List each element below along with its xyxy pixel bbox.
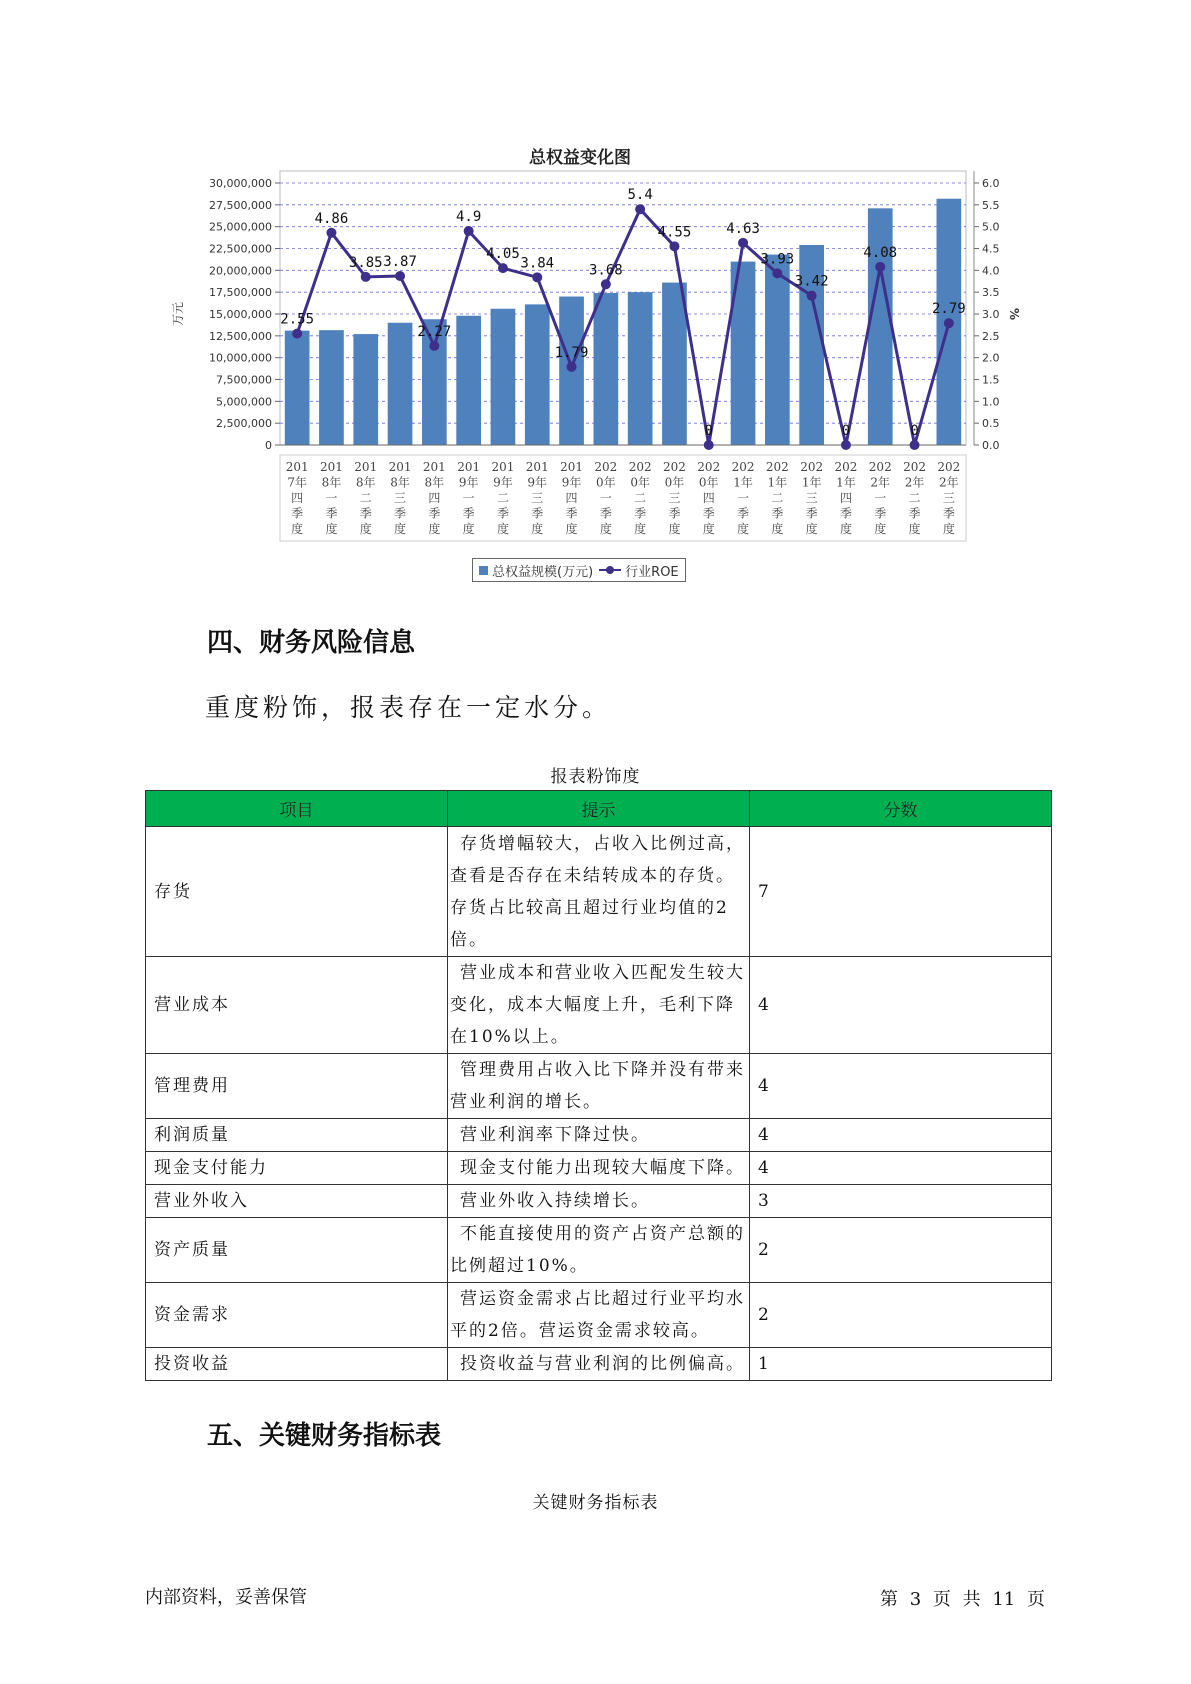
roe-data-label: 4.08	[863, 244, 898, 261]
row-hint: 现金支付能力出现较大幅度下降。	[448, 1152, 750, 1185]
bar	[456, 316, 481, 445]
x-tick-label: 201 9年四季度	[560, 460, 584, 536]
y-tick-label-left: 27,500,000	[209, 198, 272, 212]
legend-item-line	[599, 561, 678, 580]
roe-data-label: 2.27	[417, 323, 452, 340]
footer-page-number: 第 3 页 共 11 页	[880, 1589, 1045, 1610]
y-tick-label-right: 0.0	[982, 439, 1000, 452]
y-tick-label-left: 25,000,000	[209, 220, 272, 234]
legend-bar-label: 总权益规模(万元)	[492, 564, 594, 580]
row-score: 4	[750, 1054, 1052, 1119]
x-tick-label: 201 8年一季度	[319, 460, 343, 536]
x-tick-label: 202 1年四季度	[834, 460, 858, 536]
y-axis-title-left: 万元	[171, 301, 185, 327]
row-score: 1	[750, 1348, 1052, 1381]
y-tick-label-left: 17,500,000	[209, 286, 272, 300]
row-hint: 存货增幅较大，占收入比例过高，查看是否存在未结转成本的存货。存货占比较高且超过行业均值的2倍。	[448, 827, 750, 957]
y-axis-title-right: %	[1007, 307, 1021, 321]
y-tick-label-right: 2.0	[982, 351, 1000, 365]
footer-confidential: 内部资料，妥善保管	[145, 1587, 307, 1608]
x-label-frame	[280, 455, 966, 541]
x-tick-label: 202 2年二季度	[903, 460, 927, 536]
roe-point	[498, 263, 508, 273]
roe-point	[567, 362, 577, 372]
roe-point	[326, 228, 336, 238]
x-tick-label: 202 0年一季度	[594, 460, 618, 536]
table-row	[146, 1054, 1052, 1119]
roe-data-label: 0	[910, 423, 919, 439]
roe-point	[669, 241, 679, 251]
section-5-heading: 五、关键财务指标表	[207, 1421, 442, 1451]
x-tick-label: 202 1年三季度	[800, 460, 824, 536]
row-score: 2	[750, 1218, 1052, 1283]
roe-point	[738, 238, 748, 248]
equity-chart-svg	[160, 135, 1021, 555]
x-tick-label: 201 9年一季度	[457, 460, 481, 536]
y-tick-label-right: 1.0	[982, 395, 1000, 409]
bar	[388, 323, 413, 445]
roe-data-label: 0	[841, 423, 851, 439]
legend-bar-swatch	[479, 566, 488, 575]
row-hint: 不能直接使用的资产占资产总额的比例超过10%。	[448, 1218, 750, 1283]
roe-data-label: 3.68	[588, 262, 623, 279]
row-hint: 营运资金需求占比超过行业平均水平的2倍。营运资金需求较高。	[448, 1283, 750, 1348]
row-score: 4	[750, 957, 1052, 1054]
chart-title: 总权益变化图	[529, 148, 631, 168]
row-hint: 投资收益与营业利润的比例偏高。	[448, 1348, 750, 1381]
roe-data-label: 3.93	[760, 251, 795, 268]
roe-point	[429, 341, 439, 351]
x-tick-label: 202 1年一季度	[731, 460, 755, 536]
row-score: 7	[750, 827, 1052, 957]
row-item: 现金支付能力	[146, 1152, 448, 1185]
roe-data-label: 0	[704, 423, 713, 439]
risk-summary: 重度粉饰，报表存在一定水分。	[205, 693, 612, 722]
y-tick-label-left: 7,500,000	[216, 373, 272, 387]
roe-point	[772, 268, 782, 278]
row-score: 4	[750, 1119, 1052, 1152]
equity-chart	[160, 135, 1021, 595]
bar	[525, 304, 550, 445]
section-4-heading: 四、财务风险信息	[207, 628, 416, 658]
bar	[628, 292, 653, 445]
roe-data-label: 2.55	[280, 311, 315, 328]
plot-frame	[280, 171, 966, 445]
x-tick-label: 202 0年四季度	[697, 460, 721, 536]
roe-point	[807, 291, 817, 301]
roe-data-label: 3.42	[794, 273, 829, 290]
risk-table	[145, 790, 1052, 1381]
y-tick-label-left: 10,000,000	[209, 351, 272, 365]
table-row	[146, 1152, 1052, 1185]
row-item: 营业成本	[146, 957, 448, 1054]
y-tick-label-right: 5.5	[982, 198, 1000, 212]
roe-data-label: 1.79	[554, 344, 589, 361]
y-tick-label-left: 0	[265, 439, 272, 452]
bar	[353, 334, 378, 445]
roe-point	[841, 440, 851, 450]
legend-item-bar	[479, 561, 593, 580]
roe-data-label: 4.05	[486, 246, 520, 263]
x-tick-label: 201 9年三季度	[525, 460, 549, 536]
roe-point	[704, 440, 714, 450]
risk-table-header	[146, 791, 1052, 827]
roe-data-label: 4.55	[657, 224, 692, 241]
roe-point	[910, 440, 920, 450]
x-tick-label: 201 8年二季度	[354, 460, 378, 536]
y-tick-label-left: 20,000,000	[209, 264, 272, 278]
x-tick-label: 201 8年三季度	[388, 460, 412, 536]
bar	[594, 293, 619, 445]
row-score: 4	[750, 1152, 1052, 1185]
y-tick-label-right: 0.5	[982, 417, 1000, 431]
y-tick-label-right: 3.5	[982, 286, 1000, 300]
roe-point	[395, 271, 405, 281]
roe-data-label: 3.87	[383, 254, 417, 271]
row-score: 3	[750, 1185, 1052, 1218]
roe-data-label: 5.4	[627, 187, 653, 204]
roe-point	[361, 272, 371, 282]
x-tick-label: 201 8年四季度	[422, 460, 446, 536]
row-item: 营业外收入	[146, 1185, 448, 1218]
bar	[868, 208, 893, 445]
roe-data-label: 4.9	[456, 209, 482, 226]
table-row	[146, 1348, 1052, 1381]
bar	[285, 331, 310, 445]
x-tick-label: 202 0年二季度	[628, 460, 652, 536]
y-tick-label-right: 3.0	[982, 308, 1000, 321]
table-row	[146, 957, 1052, 1054]
table-row	[146, 827, 1052, 957]
row-item: 利润质量	[146, 1119, 448, 1152]
table-row	[146, 1218, 1052, 1283]
roe-point	[532, 272, 542, 282]
roe-point	[292, 329, 302, 339]
y-tick-label-right: 1.5	[982, 373, 1000, 387]
x-tick-label: 201 9年二季度	[491, 460, 515, 536]
header-item: 项目	[146, 791, 448, 827]
roe-data-label: 3.84	[520, 255, 555, 272]
row-item: 存货	[146, 827, 448, 957]
y-tick-label-left: 22,500,000	[209, 242, 272, 256]
x-tick-label: 201 7年四季度	[285, 460, 309, 536]
legend-line-label: 行业ROE	[625, 564, 679, 580]
row-hint: 营业成本和营业收入匹配发生较大变化，成本大幅度上升，毛利下降在10%以上。	[448, 957, 750, 1054]
roe-point	[635, 204, 645, 214]
roe-data-label: 4.63	[726, 220, 760, 237]
row-score: 2	[750, 1283, 1052, 1348]
table-row	[146, 1283, 1052, 1348]
y-tick-label-left: 30,000,000	[209, 177, 272, 190]
row-item: 资产质量	[146, 1218, 448, 1283]
risk-table-caption: 报表粉饰度	[550, 767, 641, 787]
roe-data-label: 3.85	[348, 254, 383, 271]
y-tick-label-right: 6.0	[982, 177, 1000, 190]
x-tick-label: 202 2年三季度	[937, 460, 961, 536]
risk-table-body	[146, 827, 1052, 1381]
roe-data-label: 2.79	[931, 301, 966, 318]
y-tick-label-right: 2.5	[982, 329, 1000, 343]
y-tick-label-right: 4.5	[982, 242, 1000, 256]
x-tick-label: 202 2年一季度	[868, 460, 892, 536]
x-tick-label: 202 0年三季度	[662, 460, 686, 536]
roe-data-label: 4.86	[314, 210, 349, 227]
chart-legend	[472, 558, 686, 582]
roe-point	[944, 318, 954, 328]
row-item: 投资收益	[146, 1348, 448, 1381]
row-hint: 管理费用占收入比下降并没有带来营业利润的增长。	[448, 1054, 750, 1119]
y-tick-label-left: 5,000,000	[216, 395, 272, 409]
row-hint: 营业外收入持续增长。	[448, 1185, 750, 1218]
roe-point	[601, 279, 611, 289]
roe-point	[464, 226, 474, 236]
header-score: 分数	[750, 791, 1052, 827]
bar	[491, 309, 516, 445]
y-tick-label-left: 12,500,000	[209, 329, 272, 343]
roe-point	[875, 262, 885, 272]
header-hint: 提示	[448, 791, 750, 827]
legend-line-swatch	[599, 565, 621, 575]
table-row	[146, 1185, 1052, 1218]
y-tick-label-left: 2,500,000	[216, 417, 272, 431]
bar	[765, 255, 790, 445]
y-tick-label-right: 5.0	[982, 220, 1000, 234]
x-tick-label: 202 1年二季度	[765, 460, 789, 536]
y-tick-label-left: 15,000,000	[209, 308, 272, 321]
bar	[662, 283, 687, 445]
row-item: 管理费用	[146, 1054, 448, 1119]
bar	[319, 330, 344, 445]
row-hint: 营业利润率下降过快。	[448, 1119, 750, 1152]
table-row	[146, 1119, 1052, 1152]
indicator-table-caption: 关键财务指标表	[532, 1493, 659, 1513]
row-item: 资金需求	[146, 1283, 448, 1348]
y-tick-label-right: 4.0	[982, 264, 1000, 278]
